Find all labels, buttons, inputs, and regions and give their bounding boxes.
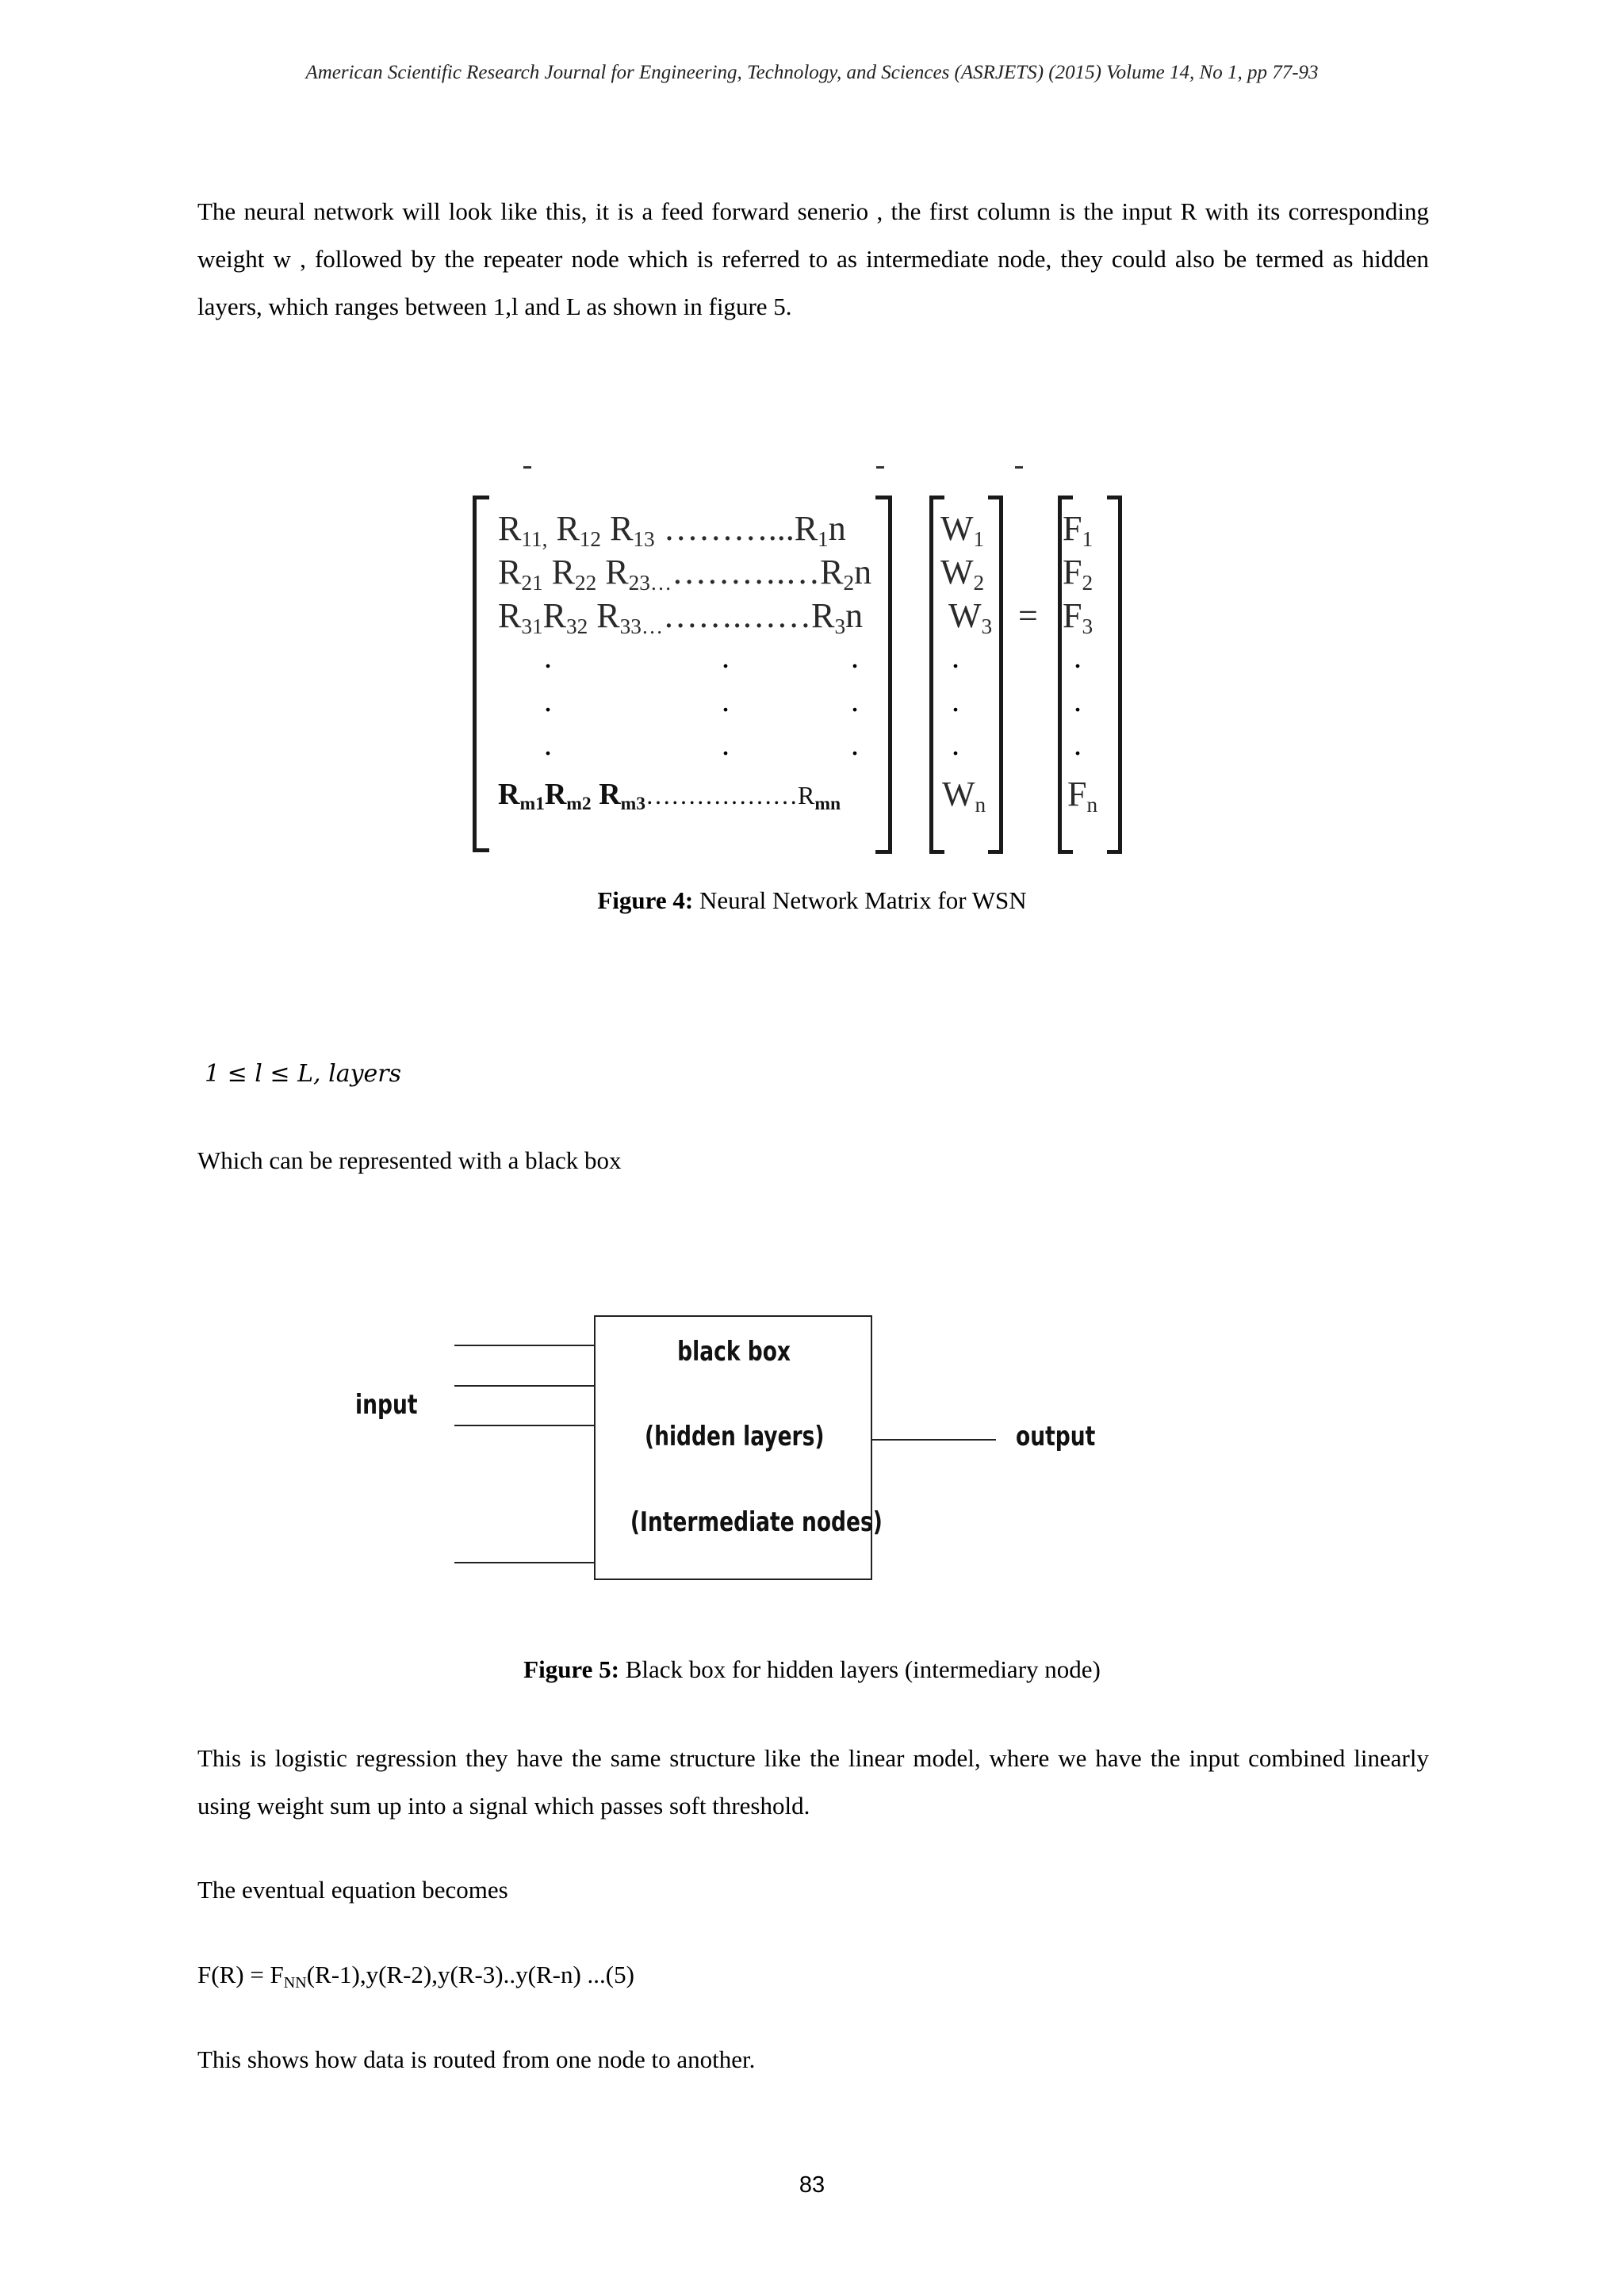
figure-mark xyxy=(1015,466,1023,469)
intro-paragraph: The neural network will look like this, it is a feed forward senerio , the first column is the input R with its corresponding weight w , followed by the repeater node which is referred to as intermediate node, they could also be termed as hidden layers, which ranges between 1,l and L as shown in figure 5. xyxy=(197,197,1429,320)
matrix-dot: . xyxy=(851,726,859,762)
figure-5-caption: Figure 5: Black box for hidden layers (intermediary node) xyxy=(523,1655,1101,1683)
eventual-sentence: The eventual equation becomes xyxy=(197,1876,508,1904)
page-number: 83 xyxy=(799,2172,825,2198)
r-matrix-row-3: $R_{31}R_{32}$ $R_{33\dots}\dots\dots.\dots\dots R_3n$ xyxy=(498,596,864,639)
journal-header: American Scientific Research Journal for Engineering, Technology, and Sciences (ASRJETS) (2015) Volume 14, No 1, pp 77-93 xyxy=(305,62,1319,83)
f-element-n: $F_n$ xyxy=(1067,775,1098,817)
f-element-2: $F_2$ xyxy=(1063,553,1094,595)
matrix-dot: . xyxy=(952,683,959,718)
box-title: black box xyxy=(677,1336,791,1368)
matrix-dot: . xyxy=(722,683,730,718)
logistic-paragraph: This is logistic regression they have the same structure like the linear model, where we have the input combined linearly using weight sum up into a signal which passes soft threshold. xyxy=(197,1744,1429,1820)
matrix-dot: . xyxy=(544,683,552,718)
w-vector-right-bracket xyxy=(988,496,1003,854)
input-line xyxy=(454,1425,594,1426)
w-element-n: $W_n$ xyxy=(942,775,986,817)
figure-mark xyxy=(876,466,884,469)
w-element-3: $W_3$ xyxy=(948,596,993,639)
layers-expression: 1 ≤ l ≤ L, layers xyxy=(205,1060,402,1088)
figure-mark xyxy=(523,466,531,469)
matrix-dot: . xyxy=(544,639,552,675)
blackbox-sentence: Which can be represented with a black box xyxy=(197,1146,622,1174)
matrix-dot: . xyxy=(952,726,959,762)
matrix-dot: . xyxy=(722,726,730,762)
w-element-1: $W_1$ xyxy=(940,509,985,552)
figure-4-caption: Figure 4: Neural Network Matrix for WSN xyxy=(597,886,1027,914)
input-line xyxy=(454,1562,594,1563)
matrix-dot: . xyxy=(851,683,859,718)
box-intermediate-nodes: (Intermediate nodes) xyxy=(630,1506,883,1538)
matrix-dot: . xyxy=(1074,726,1082,762)
input-line xyxy=(454,1345,594,1346)
equation-5: F(R) = FNN(R-1),y(R-2),y(R-3)..y(R-n) ...(5) xyxy=(197,1961,634,1992)
matrix-dot: . xyxy=(722,639,730,675)
r-matrix-row-m: $R_{m1}R_{m2}$ $R_{m3}\dots\dots\dots\dots\dots\dots R_{mn}$ xyxy=(498,778,841,815)
routing-sentence: This shows how data is routed from one node to another. xyxy=(197,2045,756,2073)
input-label: input xyxy=(355,1389,418,1421)
matrix-dot: . xyxy=(1074,683,1082,718)
r-matrix-row-1: $R_{11,}$ $R_{12}$ $R_{13}$ $\dots\dots\dots...R_1n$ xyxy=(498,509,846,552)
equals-sign: = xyxy=(1018,596,1038,635)
output-label: output xyxy=(1016,1421,1096,1452)
matrix-dot: . xyxy=(1074,639,1082,675)
r-matrix-left-bracket xyxy=(473,496,489,852)
f-element-3: $F_3$ xyxy=(1063,596,1094,639)
f-vector-right-bracket xyxy=(1107,496,1122,854)
r-matrix-right-bracket xyxy=(875,496,892,854)
w-element-2: $W_2$ xyxy=(940,553,985,595)
input-line xyxy=(454,1385,594,1387)
output-line xyxy=(872,1439,996,1441)
matrix-dot: . xyxy=(851,639,859,675)
f-element-1: $F_1$ xyxy=(1063,509,1094,552)
matrix-dot: . xyxy=(544,726,552,762)
r-matrix-row-2: $R_{21}$ $R_{22}$ $R_{23\dots}\dots\dots\dots.\dots R_2n$ xyxy=(498,553,872,595)
matrix-dot: . xyxy=(952,639,959,675)
box-hidden-layers: (hidden layers) xyxy=(644,1421,825,1452)
